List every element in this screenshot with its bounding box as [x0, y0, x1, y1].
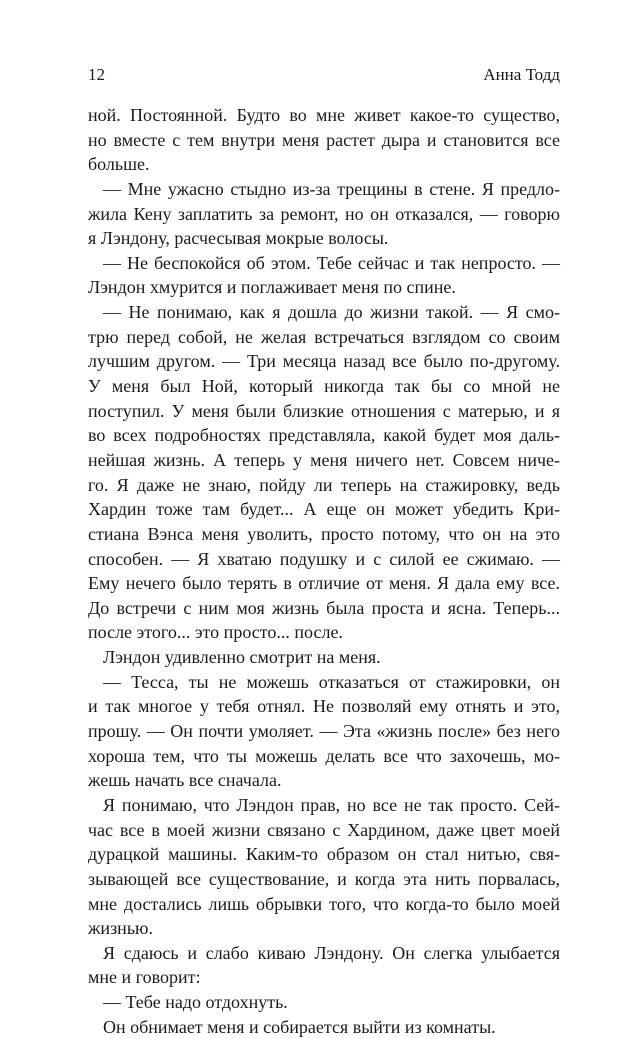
text-line: Я понимаю, что Лэндон прав, но все не так просто. Сей- — [103, 794, 560, 815]
text-line: — Не понимаю, как я дошла до жизни такой. — Я смо- — [103, 302, 560, 323]
text-line: трю перед собой, не желая встречаться взглядом со своим — [88, 326, 560, 347]
text-line: жила Кену заплатить за ремонт, но он отказался, — говорю — [88, 203, 560, 224]
text-line: До встречи с ним моя жизнь была проста и ясна. Теперь... — [88, 597, 560, 618]
text-line: и так многое у тебя отнял. Не позволяй ему отнять и это, — [88, 696, 560, 717]
text-line: У меня был Ной, который никогда так бы со мной не — [88, 376, 560, 397]
text-line: мне и говорит: — [88, 967, 201, 988]
text-line: хороша тем, что ты можешь делать все что захочешь, мо- — [88, 745, 560, 766]
text-line: ной. Постоянной. Будто во мне живет какое-то существо, — [88, 105, 560, 125]
text-line: нейшая жизнь. А теперь у меня ничего нет. Совсем ниче- — [88, 449, 560, 470]
text-line: дурацкой машины. Каким-то образом он стал нитью, свя- — [88, 844, 560, 865]
text-line: но вместе с тем внутри меня растет дыра и становится все — [88, 129, 560, 150]
text-line: — Мне ужасно стыдно из-за трещины в стене. Я предло- — [103, 178, 560, 199]
text-line: прошу. — Он почти умоляет. — Эта «жизнь после» без него — [88, 721, 560, 742]
book-author: Анна Тодд — [483, 65, 560, 84]
text-line: после этого... это просто... после. — [88, 622, 343, 643]
running-head — [88, 64, 560, 86]
text-line: Я сдаюсь и слабо киваю Лэндону. Он слегка улыбается — [103, 942, 560, 963]
text-line: Он обнимает меня и собирается выйти из комнаты. — [103, 1016, 496, 1037]
text-line: способен. — Я хватаю подушку и с силой ее сжимаю. — — [88, 548, 560, 569]
text-line: я Лэндону, расчесывая мокрые волосы. — [88, 228, 389, 249]
text-line: зывающей все существование, и когда эта нить порвалась, — [88, 868, 560, 889]
text-line: во всех подробностях представляла, какой будет моя даль- — [88, 425, 560, 446]
text-line: Лэндон хмурится и поглаживает меня по спине. — [88, 277, 456, 298]
text-line: Лэндон удивленно смотрит на меня. — [103, 647, 381, 668]
text-line: больше. — [88, 154, 150, 175]
text-body — [88, 103, 560, 1039]
text-line: жизнью. — [88, 918, 153, 939]
text-line: — Тесса, ты не можешь отказаться от стажировки, он — [103, 671, 560, 692]
text-line: — Тебе надо отдохнуть. — [103, 992, 288, 1013]
text-line: — Не беспокойся об этом. Тебе сейчас и так непросто. — — [103, 252, 560, 273]
text-line: стиана Вэнса меня уволить, просто потому, что он на это — [88, 523, 560, 544]
text-line: лучшим другом. — Три месяца назад все было по-другому. — [88, 351, 560, 372]
text-line: жешь начать все сначала. — [88, 770, 282, 791]
text-line: час все в моей жизни связано с Хардином, даже цвет моей — [88, 819, 560, 840]
page-number: 12 — [88, 65, 105, 84]
text-line: мне достались лишь обрывки того, что когда-то было моей — [88, 893, 560, 914]
text-line: го. Я даже не знаю, пойду ли теперь на стажировку, ведь — [88, 474, 560, 495]
text-line: поступил. У меня были близкие отношения с матерью, и я — [88, 400, 560, 421]
text-line: Хардин тоже там будет... А еще он может убедить Кри- — [88, 499, 560, 520]
text-line: Ему нечего было терять в отличие от меня. Я дала ему все. — [88, 573, 560, 594]
